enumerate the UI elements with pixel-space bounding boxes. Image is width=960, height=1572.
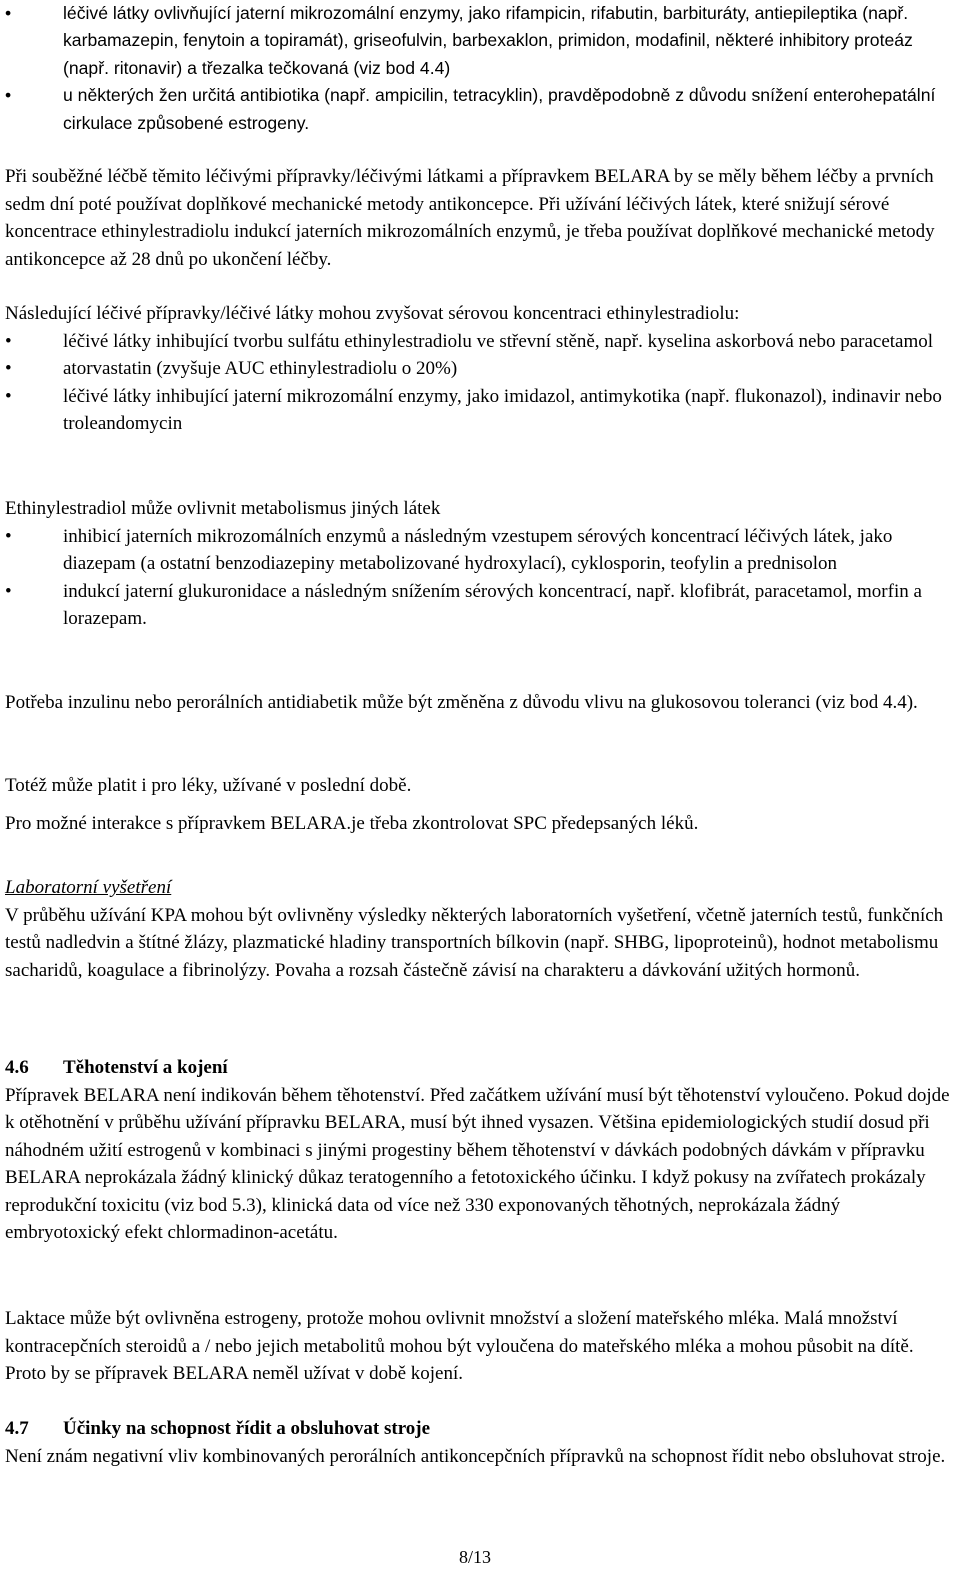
list-item-text: léčivé látky inhibující jaterní mikrozomální enzymy, jako imidazol, antimykotika (např. flukonazol), indinavir nebo troleandomycin	[63, 385, 942, 434]
lab-section	[5, 874, 950, 984]
list-item	[5, 0, 950, 82]
metabolism-intro: Ethinylestradiol může ovlivnit metabolismus jiných látek	[5, 498, 441, 519]
top-bullet-list-block	[5, 0, 950, 137]
list-item	[5, 578, 950, 633]
increase-intro: Následující léčivé přípravky/léčivé látky mohou zvyšovat sérovou koncentraci ethinylestradiolu:	[5, 303, 740, 324]
list-item	[5, 383, 950, 438]
bullet-icon: •	[5, 85, 12, 106]
lab-title: Laboratorní vyšetření	[5, 877, 172, 898]
section-title: Těhotenství a kojení	[63, 1057, 228, 1078]
list-item-text: léčivé látky ovlivňující jaterní mikrozomální enzymy, jako rifampicin, rifabutin, barbituráty, antiepileptika (např. karbamazepin, fenytoin a topiramát), griseofulvin, barbexaklon, primidon, modafinil, některé inhibitory proteáz (např. ritonavir) a třezalka tečkovaná (viz bod 4.4)	[63, 3, 913, 78]
top-bullet-list	[5, 0, 950, 137]
lactation-paragraph: Laktace může být ovlivněna estrogeny, protože mohou ovlivnit množství a složení mateřského mléka. Malá množství kontracepčních steroidů a / nebo jejich metabolitů mohou být vyloučena do mateřského mléka a mohou působit na dítě. Proto by se přípravek BELARA neměl užívat v době kojení.	[5, 1308, 914, 1384]
increase-section	[5, 300, 950, 438]
metabolism-section	[5, 495, 950, 633]
metabolism-list	[5, 523, 950, 633]
section-heading	[5, 1054, 950, 1082]
list-item-text: indukcí jaterní glukuronidace a následným snížením sérových koncentrací, např. klofibrát, paracetamol, morfin a lorazepam.	[63, 580, 922, 629]
paragraph-check-spc: Pro možné interakce s přípravkem BELARA.je třeba zkontrolovat SPC předepsaných léků.	[5, 813, 699, 834]
bullet-icon: •	[5, 3, 12, 23]
list-item	[5, 523, 950, 578]
list-item-text: atorvastatin (zvyšuje AUC ethinylestradiolu o 20%)	[63, 358, 458, 379]
section-4-6	[5, 1054, 950, 1247]
list-item	[5, 328, 950, 356]
list-item	[5, 355, 950, 383]
page-number: 8/13	[458, 1547, 491, 1567]
bullet-icon: •	[5, 385, 12, 407]
lab-text: V průběhu užívání KPA mohou být ovlivněny výsledky některých laboratorních vyšetření, včetně jaterních testů, funkčních testů nadledvin a štítné žlázy, plazmatické hladiny transportních bílkovin (např. SHBG, lipoproteinů), hodnot metabolismu sacharidů, koagulace a fibrinolýzy. Povaha a rozsah částečně závisí na charakteru a dávkování užitých hormonů.	[5, 904, 944, 981]
section-number: 4.6	[5, 1057, 29, 1078]
section-title: Účinky na schopnost řídit a obsluhovat stroje	[63, 1418, 431, 1439]
section-number: 4.7	[5, 1418, 29, 1439]
section-heading	[5, 1415, 950, 1443]
paragraph-insulin: Potřeba inzulinu nebo perorálních antidiabetik může být změněna z důvodu vlivu na glukosovou toleranci (viz bod 4.4).	[5, 692, 918, 713]
driving-paragraph: Není znám negativní vliv kombinovaných perorálních antikoncepčních přípravků na schopnost řídit nebo obsluhovat stroje.	[5, 1445, 946, 1467]
list-item-text: inhibicí jaterních mikrozomálních enzymů a následným vzestupem sérových koncentrací léčivých látek, jako diazepam (a ostatní benzodiazepiny metabolizované hydroxylací), cyklosporin, teofylin a prednisolon	[63, 525, 893, 574]
increase-list	[5, 328, 950, 438]
bullet-icon: •	[5, 580, 12, 602]
list-item	[5, 82, 950, 137]
list-item-text: u některých žen určitá antibiotika (např. ampicilin, tetracyklin), pravděpodobně z důvodu snížení enterohepatální cirkulace způsobené estrogeny.	[63, 85, 936, 133]
bullet-icon: •	[5, 358, 12, 379]
paragraph-concurrent-treatment: Při souběžné léčbě těmito léčivými přípravky/léčivými látkami a přípravkem BELARA by se měly během léčby a prvních sedm dní poté používat doplňkové mechanické metody antikoncepce. Při užívání léčivých látek, které snižují sérové koncentrace ethinylestradiolu indukcí jaterních mikrozomálních enzymů, je třeba používat doplňkové mechanické metody antikoncepce až 28 dnů po ukončení léčby.	[5, 166, 935, 270]
bullet-icon: •	[5, 330, 12, 352]
pregnancy-paragraph: Přípravek BELARA není indikován během těhotenství. Před začátkem užívání musí být těhotenství vyloučeno. Pokud dojde k otěhotnění v průběhu užívání přípravku BELARA, musí být ihned vysazen. Většina epidemiologických studií dosud při náhodném užití estrogenů v kombinaci s jinými progestiny během těhotenství v dávkách podobných dávkám v přípravku BELARA neprokázala žádný klinický důkaz teratogenního a fetotoxického účinku. I když pokusy na zvířatech prokázaly reprodukční toxicitu (viz bod 5.3), klinická data od více než 330 exponovaných těhotných, neprokázala žádný embryotoxický efekt chlormadinon-acetátu.	[5, 1084, 950, 1243]
section-4-7	[5, 1415, 950, 1470]
bullet-icon: •	[5, 525, 12, 547]
list-item-text: léčivé látky inhibující tvorbu sulfátu ethinylestradiolu ve střevní stěně, např. kyselina askorbová nebo paracetamol	[63, 330, 934, 352]
paragraph-recent: Totéž může platit i pro léky, užívané v poslední době.	[5, 775, 412, 796]
